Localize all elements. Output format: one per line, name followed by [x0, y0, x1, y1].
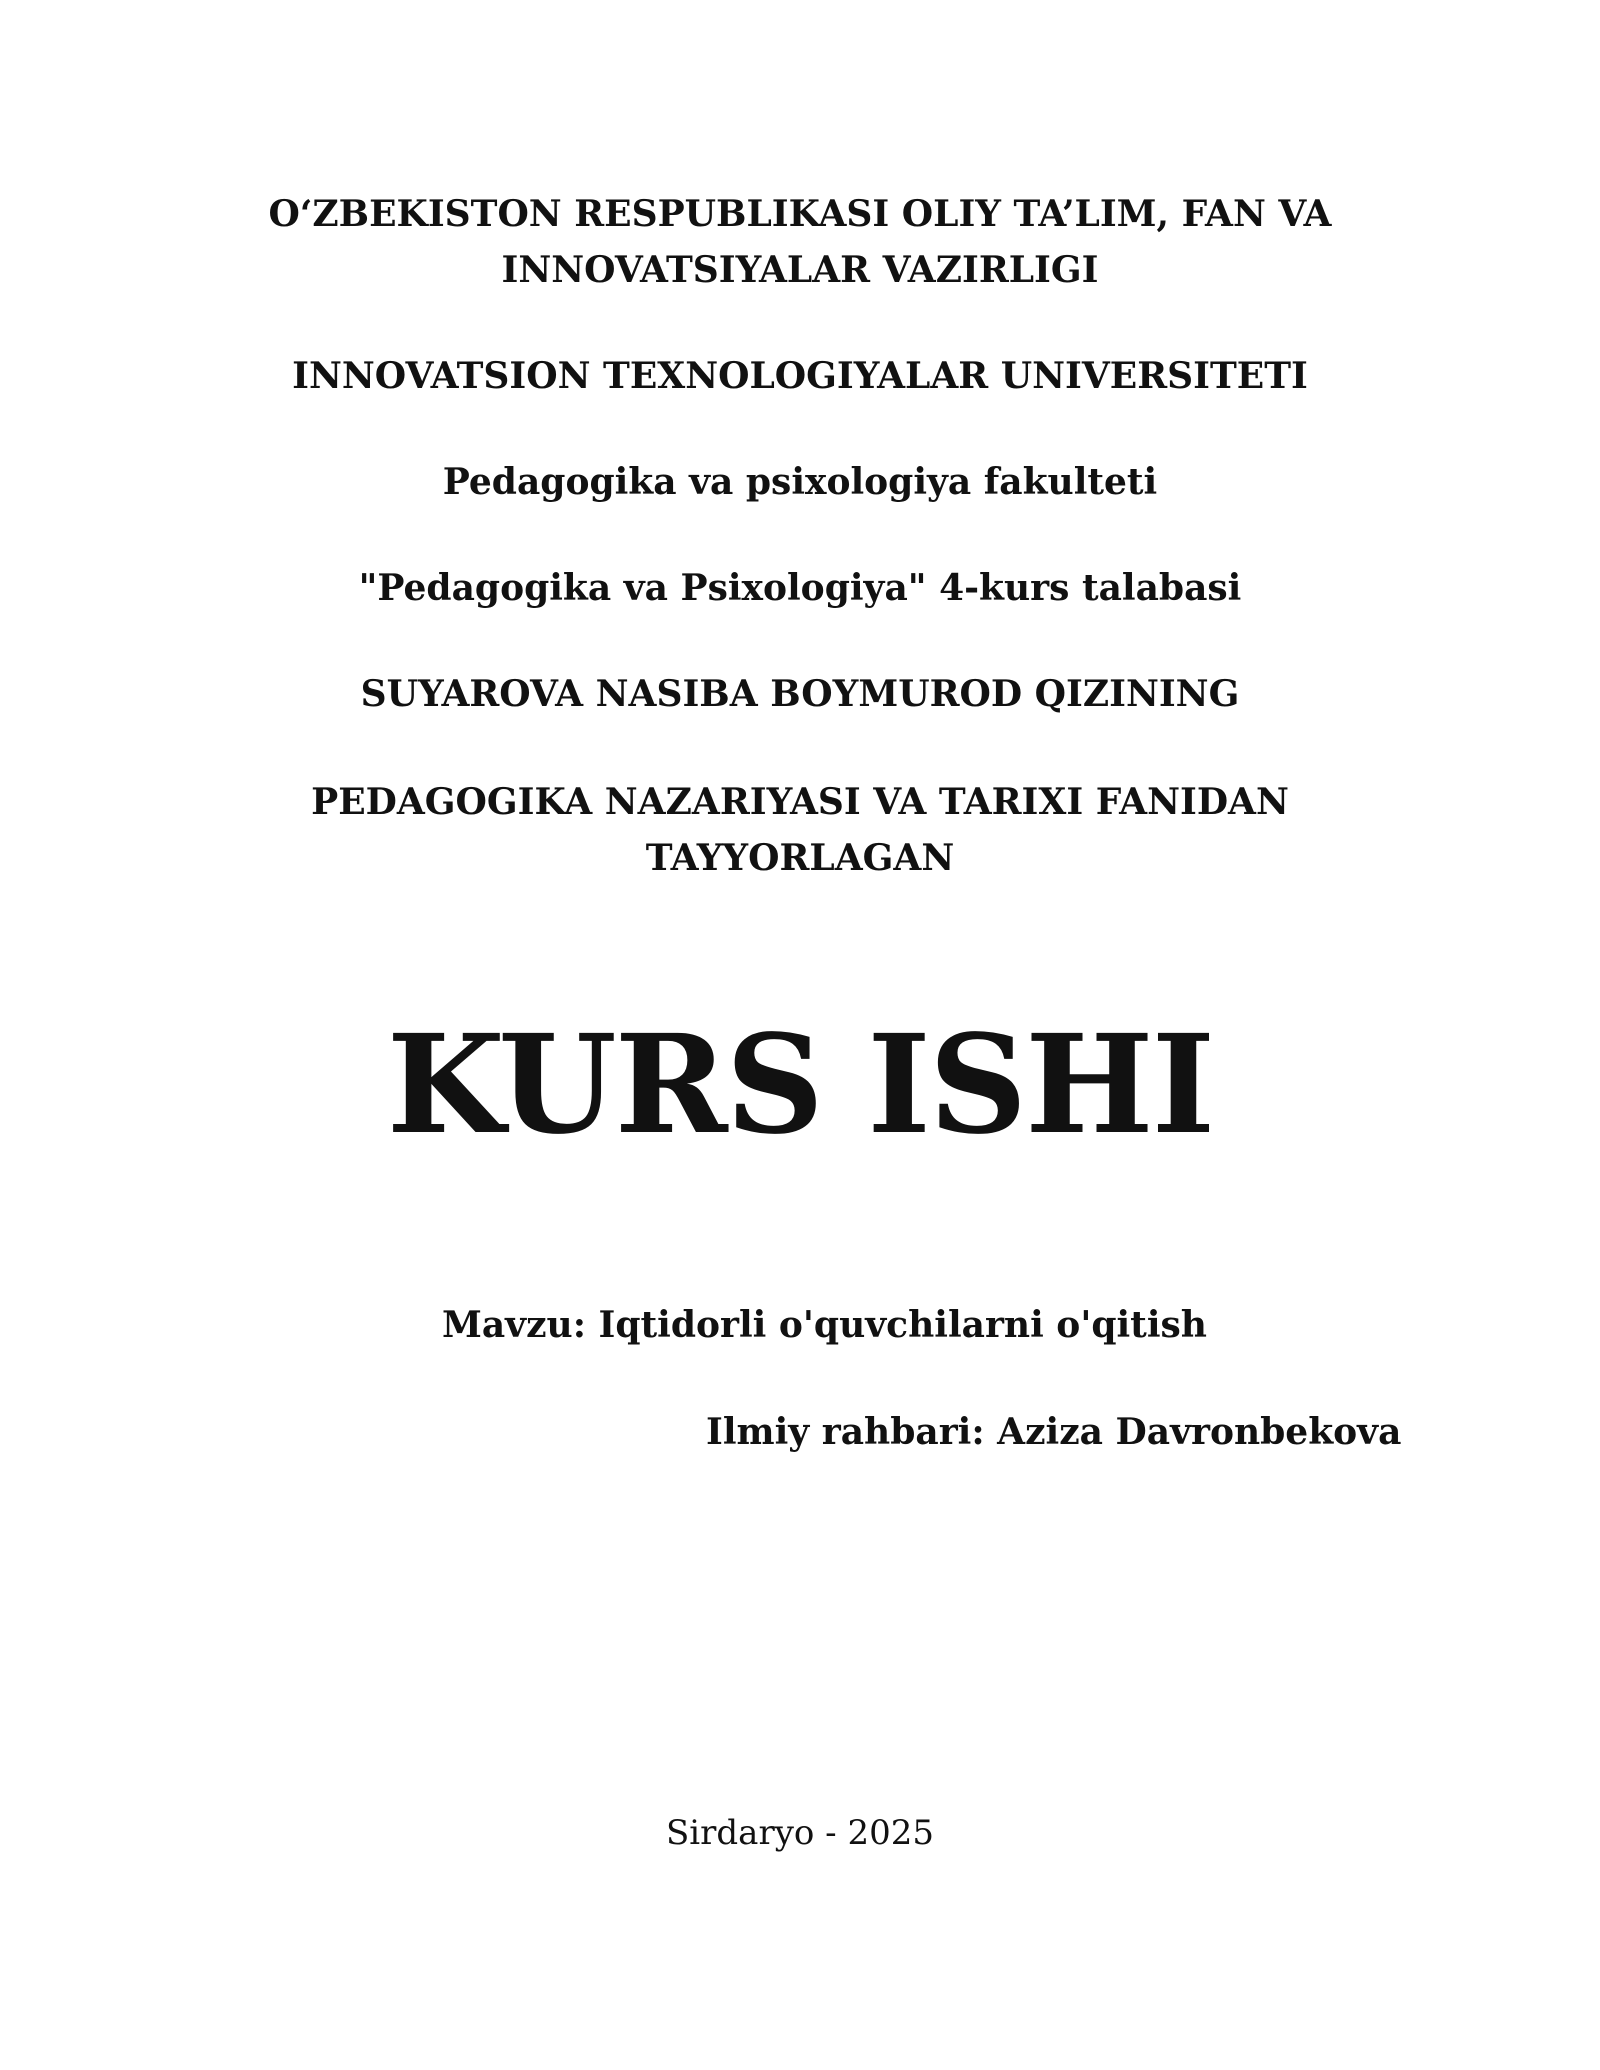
ministry-name [0, 186, 1600, 298]
subject-line-2: TAYYORLAGAN [645, 837, 955, 879]
advisor-line: Ilmiy rahbari: Aziza Davronbekova [706, 1411, 1402, 1453]
place-year: Sirdaryo - 2025 [665, 1813, 934, 1853]
ministry-name-line-2: INNOVATSIYALAR VAZIRLIGI [501, 249, 1099, 291]
university-name: INNOVATSION TEXNOLOGIYALAR UNIVERSITETI [292, 355, 1308, 397]
subject-line [0, 774, 1600, 886]
student-name: SUYAROVA NASIBA BOYMUROD QIZINING [360, 673, 1240, 715]
student-course: "Pedagogika va Psixologiya" 4-kurs talabasi [358, 567, 1242, 609]
document-title: KURS ISHI [386, 1005, 1214, 1165]
subject-line-1: PEDAGOGIKA NAZARIYASI VA TARIXI FANIDAN [311, 781, 1289, 823]
faculty-name: Pedagogika va psixologiya fakulteti [442, 461, 1158, 503]
ministry-name-line-1: O‘ZBEKISTON RESPUBLIKASI OLIY TA’LIM, FAN VA [268, 193, 1332, 235]
topic-line: Mavzu: Iqtidorli o'quvchilarni o'qitish [442, 1304, 1207, 1346]
